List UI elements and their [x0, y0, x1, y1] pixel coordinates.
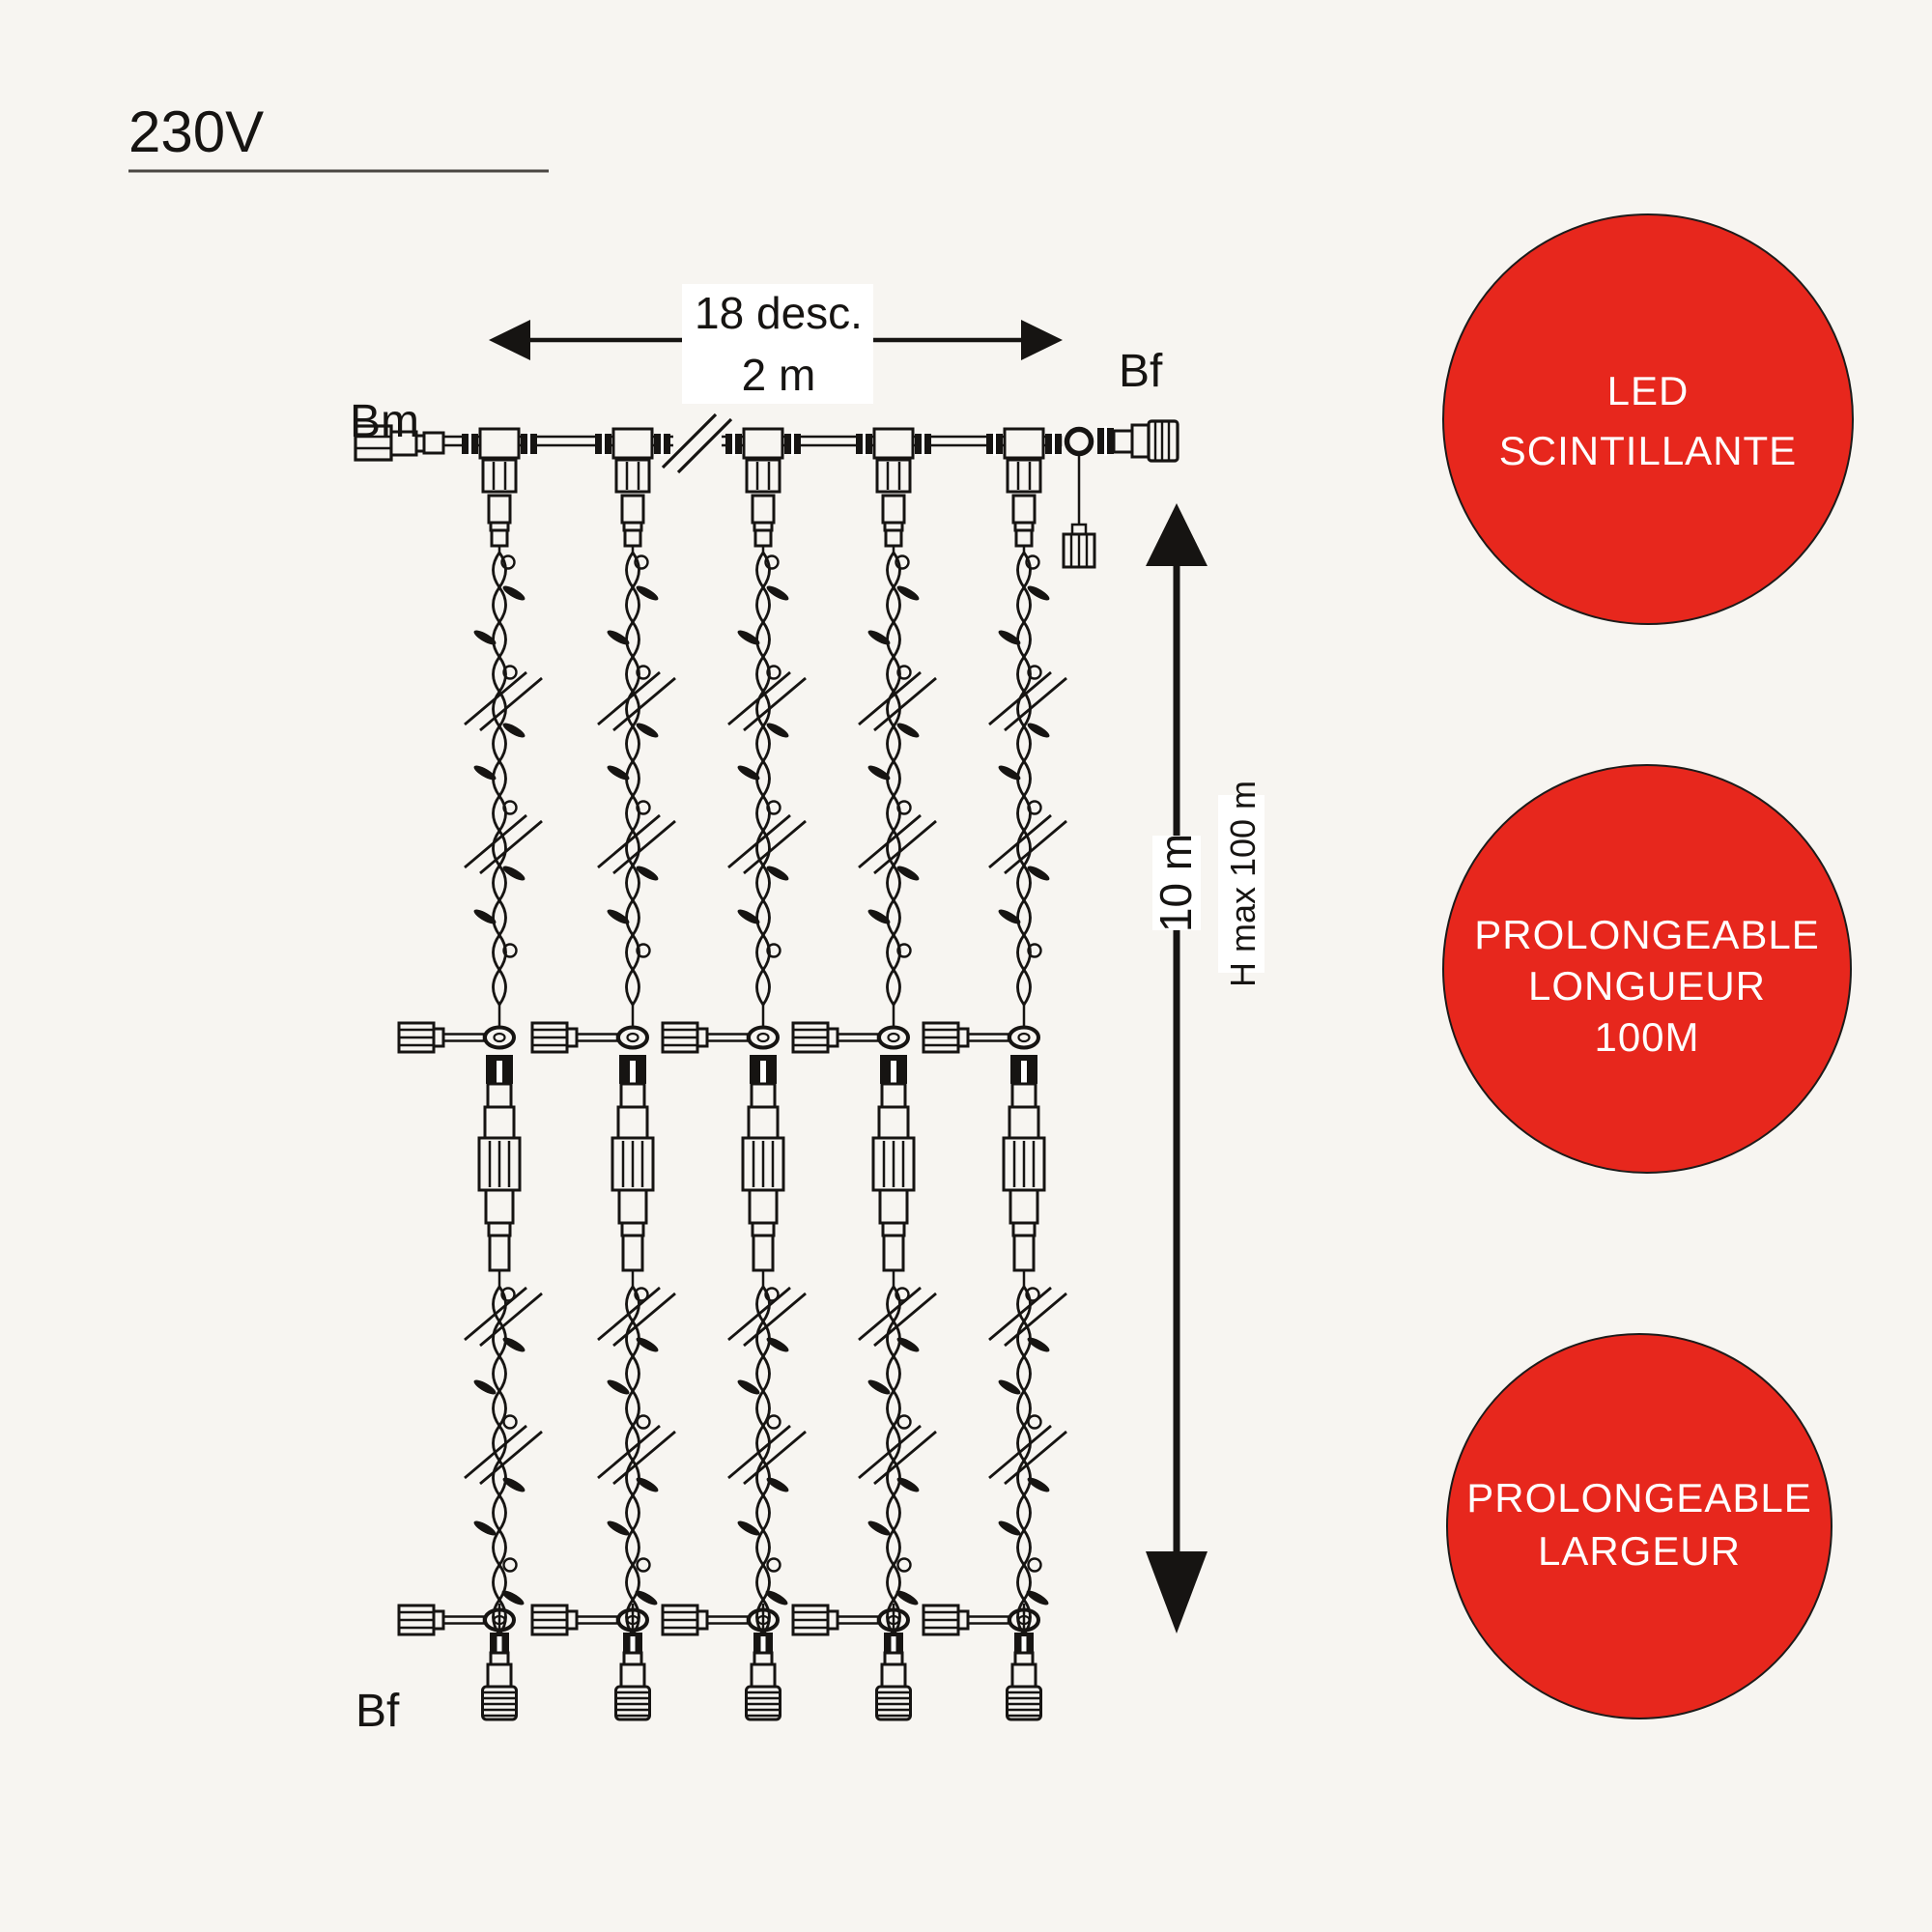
width-dimension-line1: 18 desc. [695, 288, 863, 338]
badge-line: PROLONGEABLE [1466, 1475, 1812, 1520]
badge-line: LED [1606, 368, 1690, 413]
badge-circle [1443, 214, 1853, 624]
badge-line: LONGUEUR [1527, 963, 1767, 1009]
label-bf-bottom-left: Bf [355, 1686, 400, 1737]
bus-end-ring [1067, 430, 1092, 454]
width-dimension-line2: 2 m [741, 350, 816, 400]
badge-prolongeable-largeur [1447, 1334, 1832, 1719]
bus-break-symbol [663, 414, 731, 472]
label-bm-top-left: Bm [350, 396, 419, 447]
badge-prolongeable-longueur [1443, 765, 1851, 1173]
badge-circle [1447, 1334, 1832, 1719]
height-dimension-primary: 10 m [1151, 833, 1201, 933]
female-plug-bf [1097, 421, 1178, 461]
height-dimension-arrow [1146, 503, 1208, 1634]
badge-line: PROLONGEABLE [1474, 912, 1820, 957]
badge-line: LARGEUR [1537, 1528, 1742, 1574]
pendant-end-cap [1064, 454, 1094, 567]
badge-line: 100M [1594, 1014, 1700, 1060]
badge-led-scintillante [1443, 214, 1853, 624]
label-bf-top-right: Bf [1119, 346, 1163, 397]
height-dimension-secondary: H max 100 m [1223, 780, 1263, 988]
voltage-label: 230V [128, 99, 265, 164]
badge-line: SCINTILLANTE [1498, 428, 1798, 473]
